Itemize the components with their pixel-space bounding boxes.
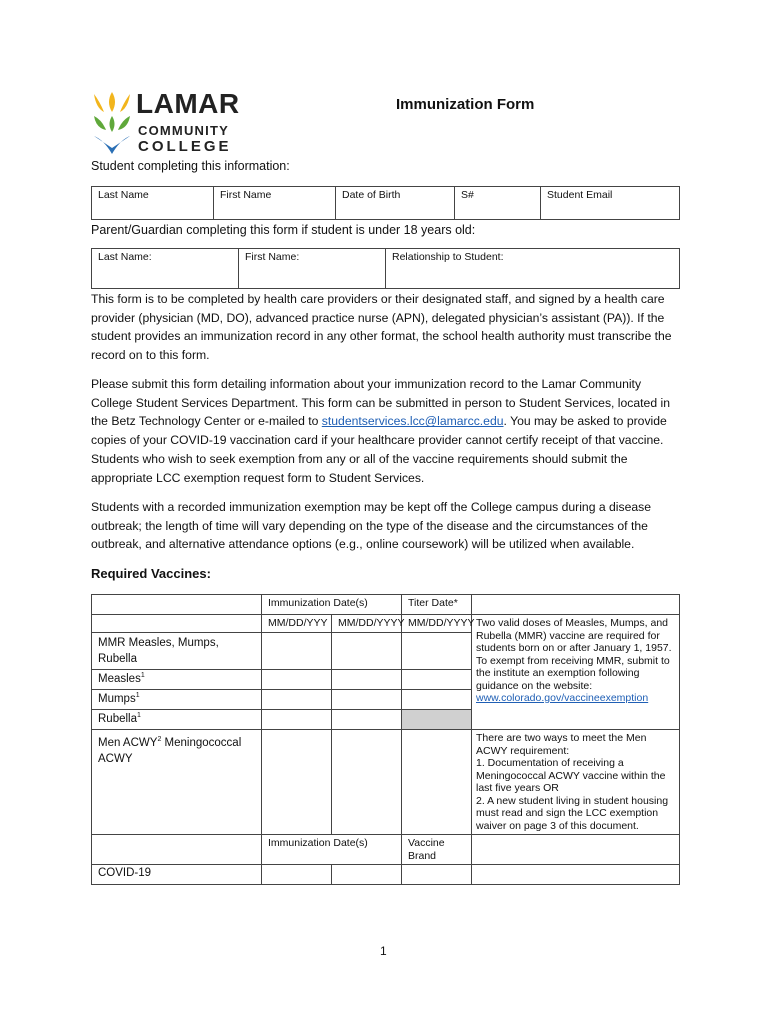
covid-imm-dates-header: Immunization Date(s) <box>262 835 402 865</box>
logo-word-community: COMMUNITY <box>138 123 229 138</box>
student-last-name-field[interactable] <box>92 187 214 220</box>
blank-cell <box>92 615 262 633</box>
measles-label <box>92 670 262 690</box>
student-id-field[interactable] <box>455 187 541 220</box>
field-label: Last Name <box>98 189 149 201</box>
student-services-email-link[interactable]: studentservices.lcc@lamarcc.edu <box>321 414 504 429</box>
blank-cell <box>92 835 262 865</box>
mmr-note-text: Two valid doses of Measles, Mumps, and Rubella (MMR) vaccine are required for students born on or after January 1, 1957. To exempt from receiving MMR, submit to the institute an exemption following guidance on the website: <box>476 617 672 692</box>
mmr-label: MMR Measles, Mumps, Rubella <box>92 633 262 670</box>
footnote-1: 1 <box>140 672 145 679</box>
guardian-section-label: Parent/Guardian completing this form if student is under 18 years old: <box>91 223 476 237</box>
men-note-line: There are two ways to meet the Men ACWY requirement: <box>476 732 647 757</box>
covid-date-2[interactable] <box>332 865 402 885</box>
field-label: Student Email <box>547 189 613 201</box>
student-email-field[interactable] <box>541 187 680 220</box>
covid-vaccine-brand[interactable] <box>402 865 472 885</box>
field-label: Date of Birth <box>342 189 401 201</box>
footnote-2: 2 <box>157 736 162 743</box>
vaccine-brand-header: Vaccine Brand <box>402 835 472 865</box>
men-acwy-date-1[interactable] <box>262 730 332 835</box>
mmr-titer-date[interactable] <box>402 633 472 670</box>
date-format-2: MM/DD/YYYY <box>332 615 402 633</box>
measles-titer-date[interactable] <box>402 670 472 690</box>
p2-text-end: . You may be asked to provide copies of your COVID-19 vaccination card if your healthcare provider cannot certify receipt of that vaccine. Students who wish to seek exemption from any or all of the vaccine requirements should submit the appropriate LCC exemption request form to Student Services. <box>91 414 667 485</box>
guardian-last-name-field[interactable] <box>92 249 239 289</box>
rubella-text: Rubella <box>98 712 137 725</box>
instructions-paragraph-2 <box>91 375 681 487</box>
student-first-name-field[interactable] <box>214 187 336 220</box>
student-info-table <box>91 186 680 220</box>
mmr-date-2[interactable] <box>332 633 402 670</box>
exemption-paragraph: Students with a recorded immunization exemption may be kept off the College campus during a disease outbreak; the length of time will vary depending on the type of the disease and the circumstances of the outbreak, and alternative attendance options (e.g., online coursework) will be utilized when available. <box>91 500 652 552</box>
men-acwy-titer-date[interactable] <box>402 730 472 835</box>
date-format-3: MM/DD/YYYY <box>402 615 472 633</box>
vaccine-exemption-link[interactable]: www.colorado.gov/vaccineexemption <box>476 692 649 704</box>
measles-date-1[interactable] <box>262 670 332 690</box>
mmr-requirement-note <box>472 615 680 730</box>
footnote-1: 1 <box>137 712 141 719</box>
required-vaccines-heading: Required Vaccines: <box>91 566 211 581</box>
mumps-label <box>92 690 262 710</box>
guardian-relationship-field[interactable] <box>386 249 680 289</box>
measles-date-2[interactable] <box>332 670 402 690</box>
men-acwy-text-2: Meningococcal ACWY <box>98 736 242 765</box>
rubella-date-1[interactable] <box>262 710 332 730</box>
covid-notes[interactable] <box>472 865 680 885</box>
field-label: First Name <box>220 189 272 201</box>
logo-word-college: COLLEGE <box>138 138 232 155</box>
men-acwy-text: Men ACWY <box>98 736 158 749</box>
form-title: Immunization Form <box>396 96 535 113</box>
measles-text: Measles <box>98 672 141 685</box>
imm-dates-header: Immunization Date(s) <box>262 595 402 615</box>
rubella-titer-shaded <box>402 710 472 730</box>
rubella-label <box>92 710 262 730</box>
guardian-info-table <box>91 248 680 289</box>
men-note-line: 2. A new student living in student housing must read and sign the LCC exemption waiver on page 3 of this document. <box>476 794 669 832</box>
men-acwy-date-2[interactable] <box>332 730 402 835</box>
covid-date-1[interactable] <box>262 865 332 885</box>
field-label: First Name: <box>245 251 300 263</box>
blank-cell <box>472 595 680 615</box>
mumps-titer-date[interactable] <box>402 690 472 710</box>
mumps-text: Mumps <box>98 692 136 705</box>
field-label: Relationship to Student: <box>392 251 504 263</box>
guardian-first-name-field[interactable] <box>239 249 386 289</box>
blank-cell <box>472 835 680 865</box>
p2-text-start: Please submit this form detailing information about your immunization record to the Lamar Community College Student Services Department. This form can be submitted in person to Student Services, located in the Betz Technology Center or e-mailed to <box>91 377 670 429</box>
mmr-date-1[interactable] <box>262 633 332 670</box>
blank-cell <box>92 595 262 615</box>
field-label: Last Name: <box>98 251 152 263</box>
college-logo <box>90 88 250 158</box>
date-format-1: MM/DD/YYY <box>262 615 332 633</box>
titer-date-header: Titer Date* <box>402 595 472 615</box>
page-number: 1 <box>380 944 387 958</box>
field-label: S# <box>461 189 474 201</box>
mumps-date-2[interactable] <box>332 690 402 710</box>
mumps-date-1[interactable] <box>262 690 332 710</box>
men-acwy-requirement-note <box>472 730 680 835</box>
vaccine-table <box>91 594 680 885</box>
student-section-label: Student completing this information: <box>91 159 290 173</box>
rubella-date-2[interactable] <box>332 710 402 730</box>
men-note-line: 1. Documentation of receiving a Meningococcal ACWY vaccine within the last five years OR <box>476 757 666 794</box>
men-acwy-label <box>92 730 262 835</box>
footnote-1: 1 <box>135 692 140 699</box>
leaf-logo-icon <box>90 90 134 156</box>
student-dob-field[interactable] <box>336 187 455 220</box>
instructions-paragraph-1: This form is to be completed by health care providers or their designated staff, and signed by a health care provider (physician (MD, DO), advanced practice nurse (APN), delegated physician’s assistant (PA)). If the student provides an immunization record in any other format, the school health authority must transcribe the record on to this form. <box>91 292 672 363</box>
covid-label: COVID-19 <box>92 865 262 885</box>
logo-word-lamar: LAMAR <box>136 88 240 119</box>
